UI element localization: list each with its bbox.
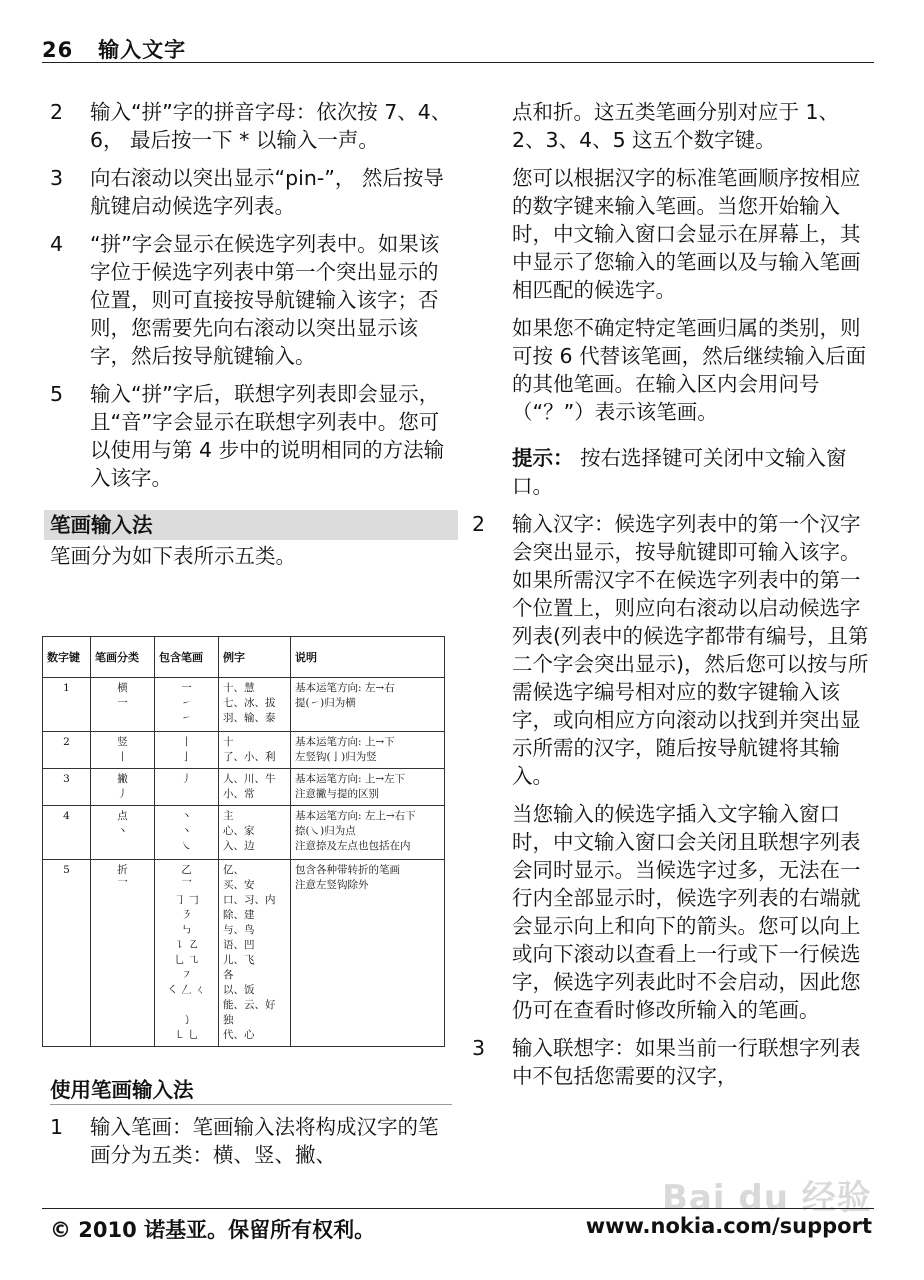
column-header: 说明 <box>291 637 445 678</box>
paragraph: 如果您不确定特定笔画归属的类别，则可按 6 代替该笔画，然后继续输入后面的其他笔画。在输入区内会用问号（“？”）表示该笔画。 <box>512 316 867 424</box>
section-intro: 笔画分为如下表所示五类。 <box>50 544 296 568</box>
page-header <box>42 34 186 64</box>
step-item: 2 输入汉字：候选字列表中的第一个汉字会突出显示，按导航键即可输入该字。如果所需汉字不在候选字列表中的第一个位置上，则应向右滚动以启动候选字列表(列表中的候选字都带有编号，且第二个字会突出显示)，然后您可以按与所需候选字编号相对应的数字键输入该字，或向相应方向滚动以找到并突出显示所需的汉字，随后按导航键将其输入。 <box>472 512 869 788</box>
footer-copyright: © 2010 诺基亚。保留所有权利。 <box>50 1218 376 1242</box>
watermark: Bai du 经验 <box>662 1178 872 1218</box>
subsection-heading: 使用笔画输入法 <box>50 1076 452 1105</box>
column-header: 数字键 <box>43 637 91 678</box>
step-item: 3 输入联想字：如果当前一行联想字列表中不包括您需要的汉字， <box>472 1036 861 1088</box>
right-column <box>472 98 872 1100</box>
continuation-text: 点和折。这五类笔画分别对应于 1、2、3、4、5 这五个数字键。 <box>512 100 840 152</box>
left-column <box>50 98 452 570</box>
step-item: 3 向右滚动以突出显示“pin-”， 然后按导航键启动候选字列表。 <box>50 166 444 218</box>
table-row: 2 竖 丨 丨 亅 十 了、小、利 基本运笔方向: 上→下 左竖钩(亅)归为竖 <box>43 732 445 769</box>
paragraph: 您可以根据汉字的标准笔画顺序按相应的数字键来输入笔画。当您开始输入时，中文输入窗口会显示在屏幕上，其中显示了您输入的笔画以及与输入笔画相匹配的候选字。 <box>512 166 861 302</box>
tip-block <box>512 444 872 500</box>
footer-rule <box>42 1208 874 1209</box>
tip-label: 提示： <box>512 446 574 470</box>
stroke-category-table <box>42 636 445 1047</box>
column-header: 例字 <box>219 637 291 678</box>
tip-text: 按右选择键可关闭中文输入窗口。 <box>512 446 847 498</box>
left-column-lower <box>50 1076 452 1179</box>
table-row: 3 撇 丿 丿 人、川、牛 小、常 基本运笔方向: 上→左下 注意撇与提的区别 <box>43 769 445 806</box>
header-rule <box>42 62 874 63</box>
chapter-title: 输入文字 <box>98 38 187 62</box>
section-heading-stroke-input: 笔画输入法 <box>44 510 458 540</box>
column-header: 笔画分类 <box>91 637 155 678</box>
table-row: 4 点 丶 丶 丶 ㇏ 主 心、家 入、边 基本运笔方向: 左上→右下 捺(㇏)归为点 注意捺及左点也包括在内 <box>43 806 445 860</box>
page-number: 26 <box>42 38 74 62</box>
paragraph: 当您输入的候选字插入文字输入窗口时，中文输入窗口会关闭且联想字列表会同时显示。当候选字过多，无法在一行内全部显示时，候选字列表的右端就会显示向上和向下的箭头。您可以向上或向下滚动以查看上一行或下一行候选字，候选字列表此时不会启动，因此您仍可在查看时修改所输入的笔画。 <box>512 802 861 1022</box>
footer-url[interactable]: www.nokia.com/support <box>585 1214 872 1238</box>
table-row: 1 横 一 一 ㇀ ㇀ 十、慧 七、冰、拔 羽、输、泰 基本运笔方向: 左→右 提(㇀)归为横 <box>43 678 445 732</box>
step-item: 1 输入笔画：笔画输入法将构成汉字的笔画分为五类：横、竖、撇、 <box>50 1115 439 1167</box>
table-row: 5 折 乛 乙 乛 ㇆ 𠃌 ㇋ ㇉ ㇊ ㇠ 乚 ㇈ ㇇ ㇛ 𠃋 ㄑ ㇁ ㇄ 乚 亿、 买、安 口、习、内 除、建 与、鸟 语、凹 儿、飞 各 以、饭 能、云、好 独 代、心 包含各种带转折的笔画 注意左竖钩除外 <box>43 860 445 1047</box>
table-header-row <box>43 637 445 678</box>
step-item: 2 输入“拼”字的拼音字母：依次按 7、4、6， 最后按一下 * 以输入一声。 <box>50 100 452 152</box>
step-item: 4 “拼”字会显示在候选字列表中。如果该字位于候选字列表中第一个突出显示的位置，则可直接按导航键输入该字；否则，您需要先向右滚动以突出显示该字，然后按导航键输入。 <box>50 232 440 368</box>
column-header: 包含笔画 <box>155 637 219 678</box>
step-item: 5 输入“拼”字后，联想字列表即会显示，且“音”字会显示在联想字列表中。您可以使用与第 4 步中的说明相同的方法输入该字。 <box>50 382 445 490</box>
